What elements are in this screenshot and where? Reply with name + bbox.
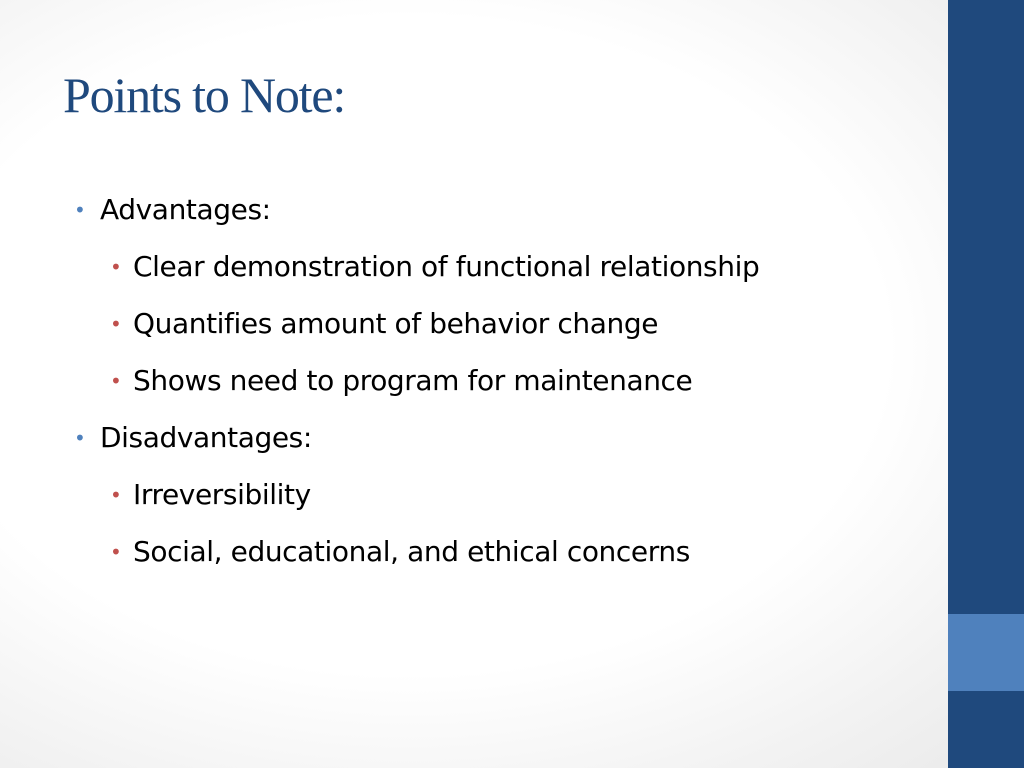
bullet-icon: • — [110, 255, 122, 279]
bullet-list — [0, 186, 940, 585]
sub-bullet-item — [0, 243, 940, 300]
bullet-icon: • — [110, 540, 122, 564]
sub-bullet-item — [0, 528, 940, 585]
bullet-icon: • — [74, 198, 86, 222]
bullet-text: Shows need to program for maintenance — [133, 364, 693, 397]
bullet-item-advantages — [0, 186, 940, 243]
bullet-text: Advantages: — [100, 193, 271, 226]
bullet-text: Disadvantages: — [100, 421, 312, 454]
decorative-sidebar-accent — [948, 614, 1024, 691]
bullet-item-disadvantages — [0, 414, 940, 471]
bullet-text: Quantifies amount of behavior change — [133, 307, 659, 340]
sub-bullet-item — [0, 357, 940, 414]
bullet-icon: • — [110, 369, 122, 393]
bullet-icon: • — [110, 483, 122, 507]
bullet-text: Irreversibility — [133, 478, 311, 511]
bullet-icon: • — [110, 312, 122, 336]
slide-title: Points to Note: — [63, 67, 346, 123]
sub-bullet-item — [0, 471, 940, 528]
bullet-text: Clear demonstration of functional relationship — [133, 250, 760, 283]
sub-bullet-item — [0, 300, 940, 357]
bullet-text: Social, educational, and ethical concerns — [133, 535, 690, 568]
bullet-icon: • — [74, 426, 86, 450]
